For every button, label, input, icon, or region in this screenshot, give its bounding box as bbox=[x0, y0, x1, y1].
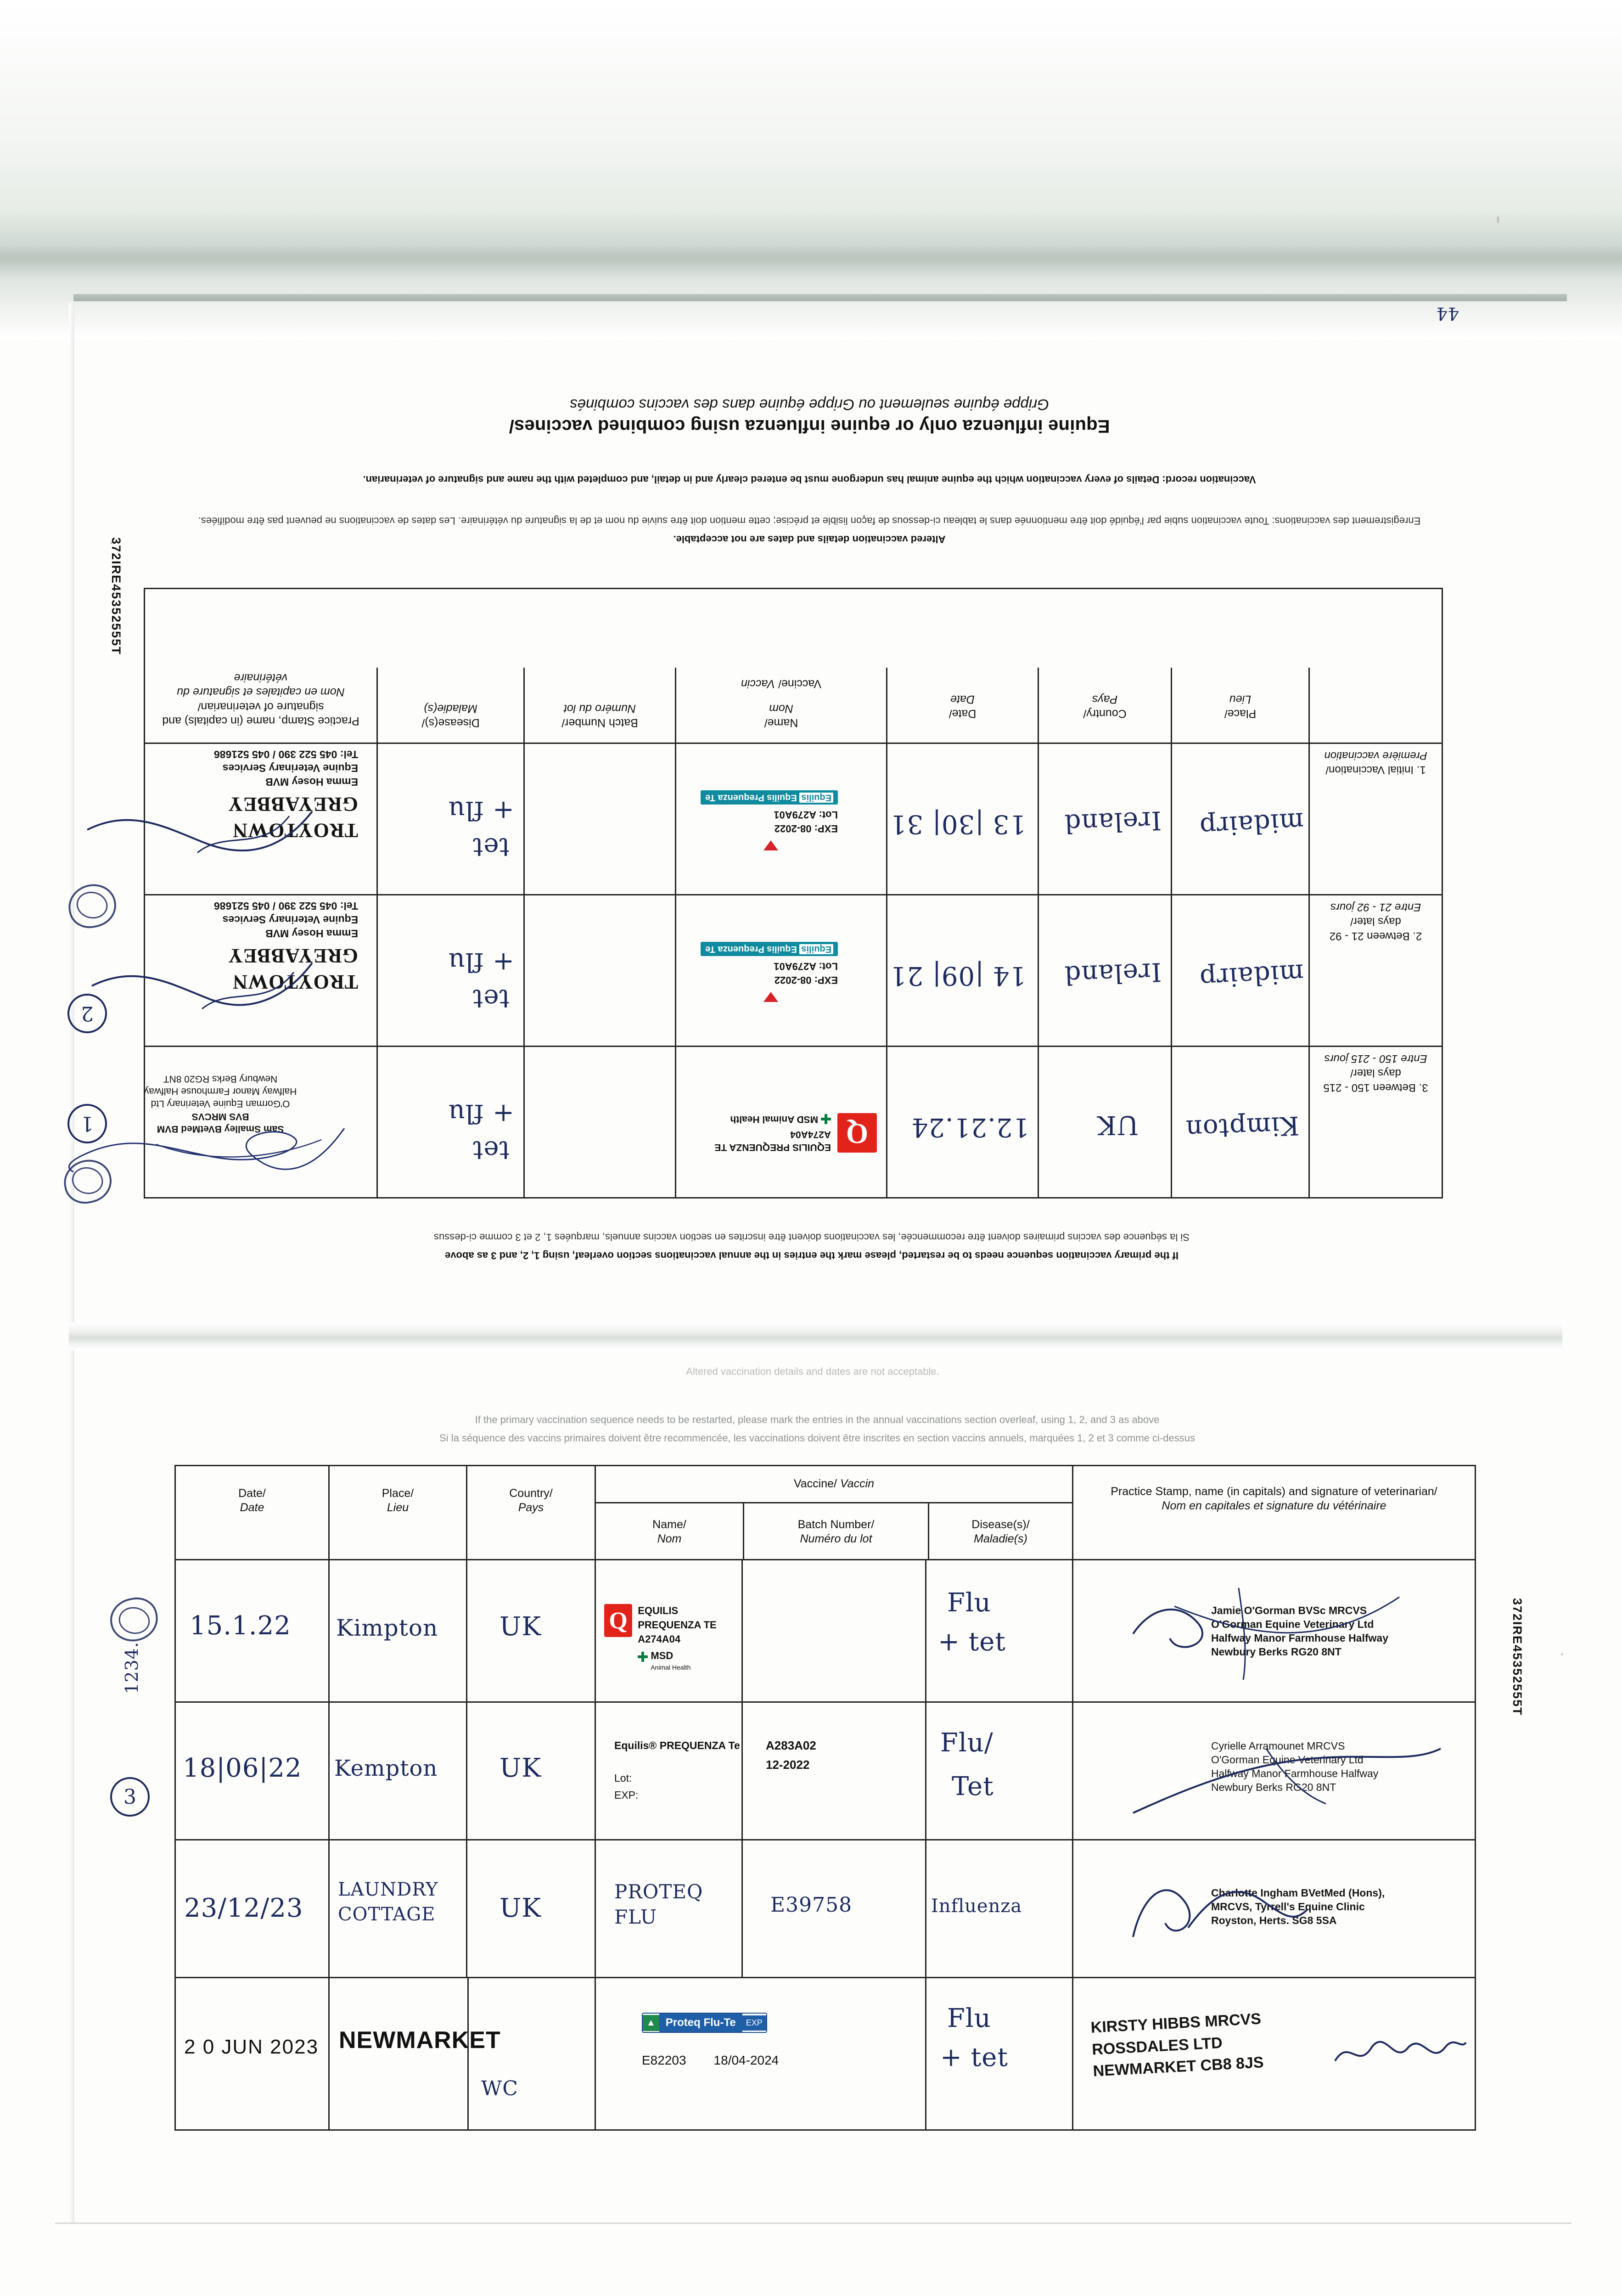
cell-batch-1 bbox=[523, 744, 675, 894]
vaccine-name-annual-1: EQUILIS PREQUENZA TE bbox=[638, 1605, 717, 1631]
stamp-annual-2-line4: Newbury Berks RG20 8NT bbox=[1211, 1781, 1336, 1793]
faint-altered-note: Altered vaccination details and dates are not acceptable. bbox=[686, 1366, 939, 1377]
annotation-circle-1: 1 bbox=[67, 1104, 107, 1143]
cell-date-annual-4 bbox=[176, 1978, 330, 2130]
scan-fold-line bbox=[69, 1322, 1562, 1350]
warning-triangle-icon bbox=[763, 992, 778, 1002]
scan-bottom-edge bbox=[55, 2223, 1571, 2224]
handwriting-date-annual-2: 18|06|22 bbox=[183, 1753, 302, 1783]
stamp-annual-1-line2: O'Gorman Equine Veterinary Ltd bbox=[1211, 1618, 1374, 1630]
handwriting-country-3: UK bbox=[1096, 1110, 1139, 1140]
header-disease bbox=[376, 668, 523, 743]
table-row-primary-3 bbox=[145, 1046, 1442, 1197]
stamp-1-line5: Tel: 045 522 390 / 045 521686 bbox=[213, 748, 358, 760]
stamp-annual-1-line3: Halfway Manor Farmhouse Halfway bbox=[1211, 1632, 1388, 1644]
stamp-annual-2-line1: Cyrielle Arramounet MRCVS bbox=[1211, 1740, 1345, 1752]
table-row-annual-1 bbox=[176, 1560, 1475, 1703]
header-date-annual bbox=[176, 1466, 330, 1559]
handwriting-country-2: Ireland bbox=[1063, 957, 1162, 990]
cell-stamp-annual-2 bbox=[1073, 1703, 1475, 1839]
handwriting-country-annual-4: WC bbox=[481, 2077, 518, 2100]
cell-date-annual-3 bbox=[176, 1840, 330, 1977]
header-disease-en: Disease(s)/ bbox=[421, 716, 480, 729]
seq-en-3: Between 150 - 215 bbox=[1323, 1081, 1416, 1094]
stamp-annual-1-line1: Jamie O'Gorman BVSc MRCVS bbox=[1211, 1604, 1367, 1616]
header-vaccine-fr: Vaccin bbox=[741, 677, 775, 691]
vaccine-code-annual-1: A274A04 bbox=[638, 1633, 681, 1645]
cell-vaccine-name-annual-1 bbox=[596, 1560, 743, 1701]
header-batch-en-2: Batch Number/ bbox=[797, 1518, 875, 1531]
cell-country-annual-1 bbox=[467, 1560, 596, 1701]
stamp-3-line4: Halfway Manor Farmhouse Halfway bbox=[144, 1086, 297, 1097]
vaccination-record-note-fr: Enregistrement des vaccinations: Toute vaccination subie par l'équidé doit être mentionnée dans le tableau ci-dessous de façon lisible et précise; cette mention doit être suivie du nom et de la signature du vétérinaire. Les dates de vaccinations ne peuvent pas être modifiées. bbox=[198, 515, 1421, 527]
header-date-en-2: Date/ bbox=[238, 1487, 266, 1500]
proteq-logo-icon: ▲ Proteq Flu-Te EXP bbox=[642, 2013, 767, 2033]
header-place bbox=[1171, 668, 1308, 743]
header-country bbox=[1038, 668, 1171, 743]
warning-triangle-icon bbox=[763, 840, 778, 850]
header-name-fr: Nom bbox=[769, 702, 793, 715]
vaccine-code-3: A274A04 bbox=[790, 1129, 831, 1140]
cell-stamp-annual-1 bbox=[1073, 1560, 1475, 1701]
batch-exp-1: EXP: 08-2022 bbox=[774, 823, 838, 834]
vaccine-lot-label-annual-2: Lot: bbox=[614, 1772, 632, 1784]
batch-annual-2: A283A02 bbox=[766, 1739, 816, 1752]
cell-country-3 bbox=[1038, 1047, 1171, 1197]
seq-num-3: 3. bbox=[1419, 1081, 1428, 1094]
stamp-annual-4-line3: NEWMARKET CB8 8JS bbox=[1092, 2054, 1264, 2080]
handwriting-place-annual-3: LAUNDRY COTTAGE bbox=[338, 1879, 438, 1925]
cell-disease-1: tet + flu bbox=[376, 744, 523, 894]
folio-number: 44 bbox=[1436, 304, 1459, 324]
batch-annual-4: E82203 bbox=[642, 2053, 686, 2067]
stamp-3-line3: O'Gorman Equine Veterinary Ltd bbox=[151, 1098, 290, 1109]
stamp-1-line1: TROYTOWN bbox=[232, 819, 358, 842]
cell-batch-annual-3 bbox=[743, 1840, 926, 1977]
vaccine-name-1: Equilis Prequenza Te bbox=[705, 792, 797, 803]
table-row-primary-2 bbox=[145, 894, 1442, 1046]
stamp-3-line5: Newbury Berks RG20 8NT bbox=[163, 1073, 278, 1084]
cell-place-1 bbox=[1171, 744, 1308, 894]
header-date-en: Date/ bbox=[949, 707, 977, 720]
header-batch-fr: Numéro du lot bbox=[563, 702, 636, 715]
cell-disease-annual-2: Flu/ Tet bbox=[926, 1703, 1073, 1839]
header-date bbox=[886, 668, 1038, 743]
table-row-annual-2 bbox=[176, 1703, 1475, 1840]
vaccine-name-3: EQUILIS PREQUENZA TE bbox=[714, 1142, 831, 1153]
batch-lot-1: Lot: A279A01 bbox=[774, 809, 838, 821]
vaccine-mfr-sub-annual-1: Animal Health bbox=[651, 1664, 691, 1671]
batch-exp-2: EXP: 08-2022 bbox=[774, 974, 838, 986]
cell-batch-3 bbox=[523, 1047, 675, 1197]
handwriting-place-annual-2: Kempton bbox=[334, 1756, 438, 1781]
stamp-annual-1-line4: Newbury Berks RG20 8NT bbox=[1211, 1645, 1341, 1658]
header-vaccine-en-2: Vaccine/ bbox=[793, 1477, 837, 1491]
cell-disease-annual-3 bbox=[926, 1840, 1073, 1977]
header-country-fr-2: Pays bbox=[518, 1501, 544, 1514]
vaccination-record-note-en: Vaccination record: Details of every vaccination which the equine animal has undergone must be entered clearly and in detail, and completed with the name and signature of veterinarian. bbox=[363, 474, 1256, 485]
passport-side-code: 372IRE45352555T bbox=[109, 537, 123, 655]
stamp-2-line2: GREYABBEY bbox=[228, 944, 358, 967]
cell-disease-annual-1: Flu + tet bbox=[926, 1560, 1073, 1701]
seq-fr-2: Entre 21 - 92 jours bbox=[1330, 901, 1421, 914]
table-header-row-primary bbox=[145, 668, 1442, 743]
vaccine-name-2: Equilis Prequenza Te bbox=[705, 944, 797, 954]
seq-en-1: Initial Vaccination/ bbox=[1325, 764, 1414, 777]
header-vaccine-name bbox=[675, 668, 886, 743]
cell-vaccine-batch-annual-4 bbox=[596, 1978, 926, 2130]
header-name-fr-2: Nom bbox=[657, 1532, 682, 1545]
header-batch-en: Batch Number/ bbox=[561, 716, 638, 729]
header-batch-fr-2: Numéro du lot bbox=[800, 1532, 872, 1545]
batch-exp-annual-4: 18/04-2024 bbox=[713, 2053, 779, 2067]
cell-vaccine-name-2 bbox=[675, 895, 886, 1046]
header-disease-fr-2: Maladie(s) bbox=[974, 1532, 1027, 1545]
header-stamp-en-2: Practice Stamp, name (in capitals) and signature of veterinarian/ bbox=[1111, 1485, 1437, 1498]
seq-fr-3: Entre 150 - 215 jours bbox=[1324, 1052, 1427, 1065]
restart-note-en: If the primary vaccination sequence needs to be restarted, please mark the entries in the annual vaccinations section overleaf, using 1, 2, and 3 as above bbox=[445, 1250, 1179, 1261]
cell-batch-annual-1 bbox=[743, 1560, 926, 1701]
primary-vaccination-table bbox=[144, 588, 1443, 1199]
seq-en2-2: days later/ bbox=[1350, 915, 1401, 928]
stamp-1-line4: Equine Veterinary Services bbox=[222, 762, 358, 774]
stamp-annual-3-line3: Royston, Herts. SG8 5SA bbox=[1211, 1914, 1337, 1926]
header-name-annual bbox=[596, 1503, 744, 1560]
altered-details-note: Altered vaccination details and dates are not acceptable. bbox=[673, 534, 946, 545]
header-stamp-fr: Nom en capitales et signature du vétérinaire bbox=[177, 671, 345, 699]
stamp-annual-2-line3: Halfway Manor Farmhouse Halfway bbox=[1211, 1767, 1379, 1779]
handwriting-date-annual-3: 23/12/23 bbox=[184, 1893, 303, 1923]
stamp-2-line1: TROYTOWN bbox=[232, 971, 358, 993]
header-spacer bbox=[1308, 668, 1442, 743]
equilis-brand: Equilis bbox=[799, 944, 833, 954]
handwriting-place-2: midairp bbox=[1198, 958, 1305, 993]
seq-en2-3: days later/ bbox=[1350, 1067, 1401, 1080]
header-country-fr: Pays bbox=[1092, 692, 1118, 706]
header-place-fr: Lieu bbox=[1229, 692, 1252, 706]
signature-annual-4 bbox=[1330, 2029, 1468, 2084]
stamp-3-line1: Sam Smalley BVetMed BVM bbox=[157, 1124, 284, 1134]
cell-stamp-1 bbox=[145, 744, 376, 894]
cell-disease-annual-4: Flu + tet bbox=[926, 1978, 1073, 2130]
cell-disease-2: tet + flu bbox=[376, 895, 523, 1046]
cell-place-3 bbox=[1171, 1047, 1308, 1197]
cell-vaccine-name-3 bbox=[675, 1047, 886, 1197]
annotation-circle-2: 2 bbox=[67, 994, 107, 1033]
cell-sequence-label-3 bbox=[1308, 1047, 1442, 1197]
handwriting-country-annual-3: UK bbox=[500, 1893, 542, 1923]
header-place-annual bbox=[330, 1466, 467, 1559]
cell-date-1 bbox=[886, 744, 1038, 894]
header-place-en-2: Place/ bbox=[382, 1487, 414, 1500]
batch-exp-annual-2: 12-2022 bbox=[766, 1758, 810, 1772]
batch-lot-2: Lot: A279A01 bbox=[774, 961, 838, 973]
cell-country-annual-2 bbox=[467, 1703, 596, 1839]
equilis-brand: Equilis bbox=[799, 793, 833, 803]
cell-stamp-2 bbox=[145, 895, 376, 1046]
cell-date-annual-1 bbox=[176, 1560, 330, 1701]
cell-country-annual-3 bbox=[467, 1840, 596, 1977]
handwriting-date-2: 14 |09| 21 bbox=[889, 961, 1026, 990]
header-batch bbox=[523, 668, 675, 743]
header-disease-en-2: Disease(s)/ bbox=[971, 1518, 1030, 1531]
vaccine-mfr-annual-1: MSD bbox=[651, 1650, 673, 1662]
stamp-annual-4-line1: KIRSTY HIBBS MRCVS bbox=[1090, 2010, 1262, 2037]
stamp-2-line5: Tel: 045 522 390 / 045 521686 bbox=[213, 900, 358, 912]
handwriting-date-3: 12.21.24 bbox=[911, 1112, 1029, 1142]
header-stamp-en: Practice Stamp, name (in capitals) and signature of veterinarian/ bbox=[162, 700, 359, 727]
header-vaccine-group bbox=[596, 1466, 1073, 1559]
table-header-row-annual bbox=[176, 1466, 1475, 1560]
stamp-annual-2-line2: O'Gorman Equine Veterinary Ltd bbox=[1211, 1753, 1364, 1766]
header-stamp bbox=[145, 668, 376, 743]
stamp-1-line2: GREYABBEY bbox=[228, 793, 358, 816]
cell-place-annual-2 bbox=[330, 1703, 467, 1839]
cell-date-annual-2 bbox=[176, 1703, 330, 1839]
stamp-2-line3: Emma Hosey MVB bbox=[265, 927, 358, 940]
header-date-fr-2: Date bbox=[240, 1501, 264, 1514]
header-place-en: Place/ bbox=[1224, 707, 1257, 720]
header-country-annual bbox=[467, 1466, 596, 1559]
cell-vaccine-name-annual-3 bbox=[596, 1840, 743, 1977]
cell-vaccine-name-1 bbox=[675, 744, 886, 894]
header-name-en: Name/ bbox=[764, 716, 798, 729]
cell-sequence-label-1 bbox=[1308, 744, 1442, 894]
vaccine-exp-label-annual-2: EXP: bbox=[614, 1789, 639, 1801]
header-date-fr: Date bbox=[950, 692, 975, 706]
handwriting-vaccine-annual-3: PROTEQ FLU bbox=[614, 1880, 703, 1928]
handwriting-date-1: 13 |30| 31 bbox=[889, 809, 1026, 839]
cell-country-1 bbox=[1038, 744, 1171, 894]
restart-note-fr: Si la séquence des vaccins primaires doivent être recommencée, les vaccinations doivent être inscrites en section vaccins annuels, marquées 1, 2 et 3 comme ci-dessus bbox=[434, 1232, 1190, 1243]
handwriting-batch-annual-3: E39758 bbox=[770, 1893, 853, 1917]
cell-place-2 bbox=[1171, 895, 1308, 1046]
table-row-annual-3 bbox=[176, 1840, 1475, 1978]
cell-sequence-label-2 bbox=[1308, 895, 1442, 1046]
stamp-annual-3-line1: Charlotte Ingham BVetMed (Hons), bbox=[1211, 1887, 1385, 1899]
header-country-en: Country/ bbox=[1083, 707, 1127, 720]
equilis-logo-icon: Q bbox=[837, 1113, 877, 1153]
equilis-logo-icon: Q bbox=[604, 1604, 632, 1637]
stamp-3-line2: BVS MRCVS bbox=[191, 1111, 249, 1122]
cell-place-annual-1 bbox=[330, 1560, 467, 1701]
msd-cross-icon bbox=[638, 1652, 648, 1662]
header-name-en-2: Name/ bbox=[652, 1518, 686, 1531]
cell-date-3 bbox=[886, 1047, 1038, 1197]
section-title-en: Equine influenza only or equine influenza using combined vaccines/ bbox=[509, 416, 1110, 436]
header-disease-annual bbox=[929, 1503, 1072, 1560]
handwriting-country-annual-2: UK bbox=[500, 1753, 542, 1783]
handwriting-disease-annual-3: Influenza bbox=[931, 1896, 1022, 1917]
stamped-place-annual-4: NEWMARKET bbox=[339, 2027, 501, 2054]
cell-stamp-3 bbox=[145, 1047, 376, 1197]
handwriting-country-1: Ireland bbox=[1063, 805, 1162, 838]
cell-batch-2 bbox=[523, 895, 675, 1046]
seq-num-2: 2. bbox=[1413, 929, 1422, 942]
handwriting-place-3: Kimpton bbox=[1184, 1110, 1300, 1144]
annual-vaccination-table bbox=[174, 1465, 1476, 2131]
handwriting-country-annual-1: UK bbox=[500, 1612, 542, 1642]
cell-batch-annual-2 bbox=[743, 1703, 926, 1839]
annotation-folio-bottom: 1234. bbox=[121, 1642, 142, 1694]
cell-country-2 bbox=[1038, 895, 1171, 1046]
passport-side-code-bottom: 372IRE45352555T bbox=[1510, 1598, 1524, 1716]
seq-en-2: Between 21 - 92 bbox=[1329, 929, 1410, 942]
scan-speck bbox=[1561, 1653, 1563, 1655]
stamped-date-annual-4: 2 0 JUN 2023 bbox=[184, 2036, 319, 2058]
vaccine-mfr-3: MSD Animal Health bbox=[730, 1114, 819, 1125]
stamp-2-line4: Equine Veterinary Services bbox=[222, 913, 358, 926]
handwriting-place-annual-1: Kimpton bbox=[336, 1615, 438, 1641]
proteq-name: Proteq Flu-Te bbox=[659, 2014, 742, 2032]
header-place-fr-2: Lieu bbox=[387, 1501, 409, 1514]
header-stamp-annual bbox=[1073, 1466, 1475, 1559]
table-row-primary-1 bbox=[145, 743, 1442, 894]
stamp-annual-4-line2: ROSSDALES LTD bbox=[1091, 2034, 1223, 2059]
msd-cross-icon bbox=[821, 1114, 831, 1124]
cell-stamp-annual-3 bbox=[1073, 1840, 1475, 1977]
cell-stamp-annual-4 bbox=[1073, 1978, 1475, 2130]
header-stamp-fr-2: Nom en capitales et signature du vétérinaire bbox=[1162, 1499, 1386, 1513]
cell-vaccine-name-annual-2 bbox=[596, 1703, 743, 1839]
cell-date-2 bbox=[886, 895, 1038, 1046]
annotation-scribble bbox=[60, 1155, 115, 1208]
cell-place-country-annual-4 bbox=[330, 1978, 596, 2130]
seq-fr-1: Première vaccination bbox=[1324, 749, 1427, 762]
vaccine-name-annual-2: Equilis® PREQUENZA Te bbox=[614, 1739, 740, 1751]
cell-disease-3: tet + flu bbox=[376, 1047, 523, 1197]
table-row-annual-4 bbox=[176, 1978, 1475, 2130]
proteq-exp-label: EXP bbox=[742, 2015, 766, 2031]
header-disease-fr: Maladie(s) bbox=[424, 702, 477, 715]
header-vaccine-fr-2: Vaccin bbox=[840, 1477, 875, 1491]
annotation-circle-3: 3 bbox=[110, 1777, 150, 1817]
cell-place-annual-3 bbox=[330, 1840, 467, 1977]
header-country-en-2: Country/ bbox=[509, 1487, 553, 1500]
seq-num-1: 1. bbox=[1416, 764, 1426, 777]
header-batch-annual bbox=[744, 1503, 929, 1560]
header-vaccine-en: Vaccine/ bbox=[778, 677, 822, 691]
stamp-1-line3: Emma Hosey MVB bbox=[265, 776, 358, 788]
stamp-annual-3-line2: MRCVS, Tyrrell's Equine Clinic bbox=[1211, 1900, 1365, 1913]
handwriting-date-annual-1: 15.1.22 bbox=[190, 1611, 291, 1641]
section-title-fr: Grippe équine seulement ou Grippe équine dans des vaccins combinés bbox=[570, 396, 1049, 413]
faint-restart-note-en: If the primary vaccination sequence needs to be restarted, please mark the entries in the annual vaccinations section overleaf, using 1, 2, and 3 as above bbox=[475, 1414, 1160, 1425]
faint-restart-note-fr: Si la séquence des vaccins primaires doivent être recommencée, les vaccinations doivent être inscrites en section vaccins annuels, marquées 1, 2 et 3 comme ci-dessus bbox=[439, 1432, 1195, 1444]
handwriting-place-1: midairp bbox=[1198, 806, 1305, 842]
